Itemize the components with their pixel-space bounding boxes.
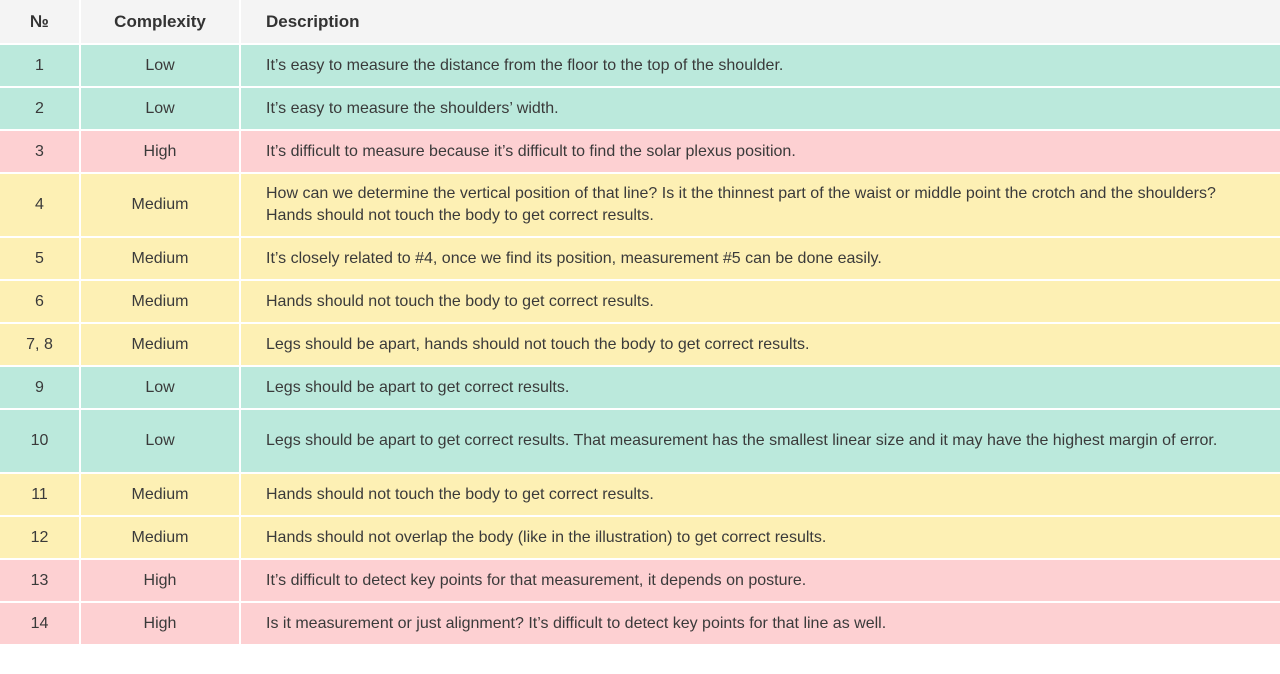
row-num: 6 <box>0 280 80 323</box>
row-num: 12 <box>0 516 80 559</box>
row-description: Is it measurement or just alignment? It’s difficult to detect key points for that line as well. <box>240 602 1280 645</box>
row-num: 4 <box>0 173 80 237</box>
row-description: It’s easy to measure the shoulders’ width. <box>240 87 1280 130</box>
table-row <box>0 130 1280 173</box>
row-description: Legs should be apart to get correct results. That measurement has the smallest linear size and it may have the highest margin of error. <box>240 409 1280 473</box>
row-num: 11 <box>0 473 80 516</box>
table-header <box>0 0 1280 44</box>
header-row <box>0 0 1280 44</box>
row-complexity: Medium <box>80 323 240 366</box>
row-complexity: Low <box>80 366 240 409</box>
row-description: It’s easy to measure the distance from the floor to the top of the shoulder. <box>240 44 1280 87</box>
row-num: 5 <box>0 237 80 280</box>
table-row <box>0 87 1280 130</box>
row-num: 2 <box>0 87 80 130</box>
row-complexity: Medium <box>80 280 240 323</box>
row-complexity: Medium <box>80 473 240 516</box>
table-row <box>0 409 1280 473</box>
row-description: It’s closely related to #4, once we find its position, measurement #5 can be done easily. <box>240 237 1280 280</box>
row-num: 9 <box>0 366 80 409</box>
row-complexity: High <box>80 559 240 602</box>
row-description: It’s difficult to measure because it’s difficult to find the solar plexus position. <box>240 130 1280 173</box>
row-complexity: High <box>80 130 240 173</box>
row-complexity: Medium <box>80 173 240 237</box>
row-description: Legs should be apart to get correct results. <box>240 366 1280 409</box>
row-complexity: Low <box>80 409 240 473</box>
table-row <box>0 559 1280 602</box>
header-complexity: Complexity <box>80 0 240 44</box>
row-complexity: Medium <box>80 237 240 280</box>
row-description: Hands should not touch the body to get correct results. <box>240 280 1280 323</box>
row-num: 7, 8 <box>0 323 80 366</box>
row-num: 14 <box>0 602 80 645</box>
row-num: 1 <box>0 44 80 87</box>
row-num: 10 <box>0 409 80 473</box>
row-num: 3 <box>0 130 80 173</box>
row-description: Hands should not overlap the body (like in the illustration) to get correct results. <box>240 516 1280 559</box>
header-description: Description <box>240 0 1280 44</box>
row-num: 13 <box>0 559 80 602</box>
table-row <box>0 280 1280 323</box>
row-complexity: Low <box>80 44 240 87</box>
table-row <box>0 366 1280 409</box>
table-row <box>0 473 1280 516</box>
table-row <box>0 323 1280 366</box>
row-description: How can we determine the vertical position of that line? Is it the thinnest part of the waist or middle point the crotch and the shoulders? Hands should not touch the body to get correct results. <box>240 173 1280 237</box>
row-complexity: High <box>80 602 240 645</box>
table-row <box>0 237 1280 280</box>
table-row <box>0 173 1280 237</box>
row-description: It’s difficult to detect key points for that measurement, it depends on posture. <box>240 559 1280 602</box>
row-complexity: Low <box>80 87 240 130</box>
row-description: Hands should not touch the body to get correct results. <box>240 473 1280 516</box>
table-body <box>0 44 1280 645</box>
row-complexity: Medium <box>80 516 240 559</box>
row-description: Legs should be apart, hands should not touch the body to get correct results. <box>240 323 1280 366</box>
table-row <box>0 602 1280 645</box>
header-num: № <box>0 0 80 44</box>
table-row <box>0 516 1280 559</box>
table-row <box>0 44 1280 87</box>
